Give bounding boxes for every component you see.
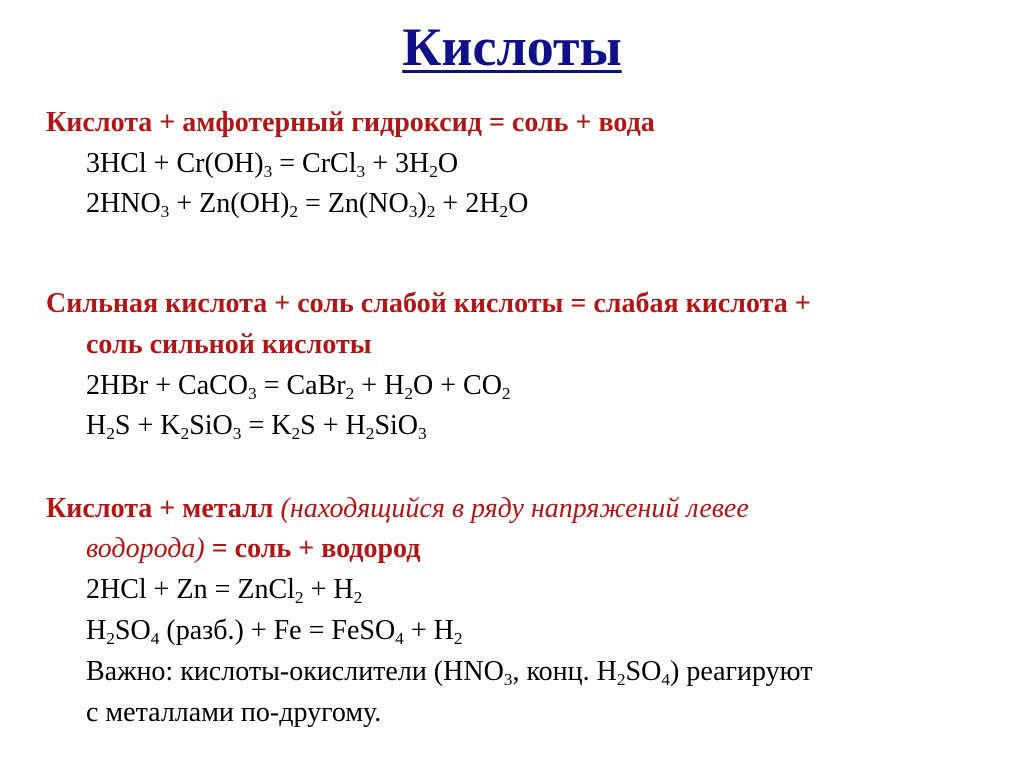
section-3-heading-note-2: водорода) <box>86 533 205 564</box>
section-1-heading: Кислота + амфотерный гидроксид = соль + вода <box>46 107 655 138</box>
section-2-equation-1: 2HBr + CaCO$_3$ = CaBr$_2$ + $H_2O + CO_2$ <box>86 370 511 403</box>
section-2-heading-line-1: Сильная кислота + соль слабой кислоты = слабая кислота + <box>46 288 811 319</box>
slide-title-text: Кислоты <box>402 17 622 77</box>
section-1-equation-1: $3HCl + Cr(OH)_3$ = CrCl$_3$ + $3H_2O$ <box>86 148 459 181</box>
section-3-heading-end: = соль + водород <box>204 533 421 564</box>
section-1-equation-2: $2HNO_3 + Zn(OH)_2 = Zn(NO_3)_2 + 2H_2O$ <box>86 188 529 221</box>
section-3-note-line-2: с металлами по-другому. <box>86 697 382 728</box>
section-3-heading-line-1 <box>46 492 749 526</box>
slide-title <box>0 18 1024 77</box>
section-3-heading-line-2 <box>86 532 420 566</box>
section-2-heading-line-2: соль сильной кислоты <box>86 329 372 360</box>
section-3-equation-2: $H_2SO_4$ (разб.) + Fe = FeSO$_4$ + $H_2$ <box>86 615 463 648</box>
section-2-equation-2: $H_2S + K_2SiO_3 = K_2S + H_2SiO_3$ <box>86 410 427 443</box>
section-3-heading-note-1: (находящийся в ряду напряжений левее <box>273 493 749 524</box>
section-3-equation-1: 2HCl + Zn = ZnCl$_2$ + $H_2$ <box>86 574 363 607</box>
section-3-note-line-1: Важно: кислоты-окислители ($HNO_3$, конц. $H_2SO_4$) реагируют <box>86 656 813 689</box>
section-3-heading-start: Кислота + металл <box>46 493 274 524</box>
